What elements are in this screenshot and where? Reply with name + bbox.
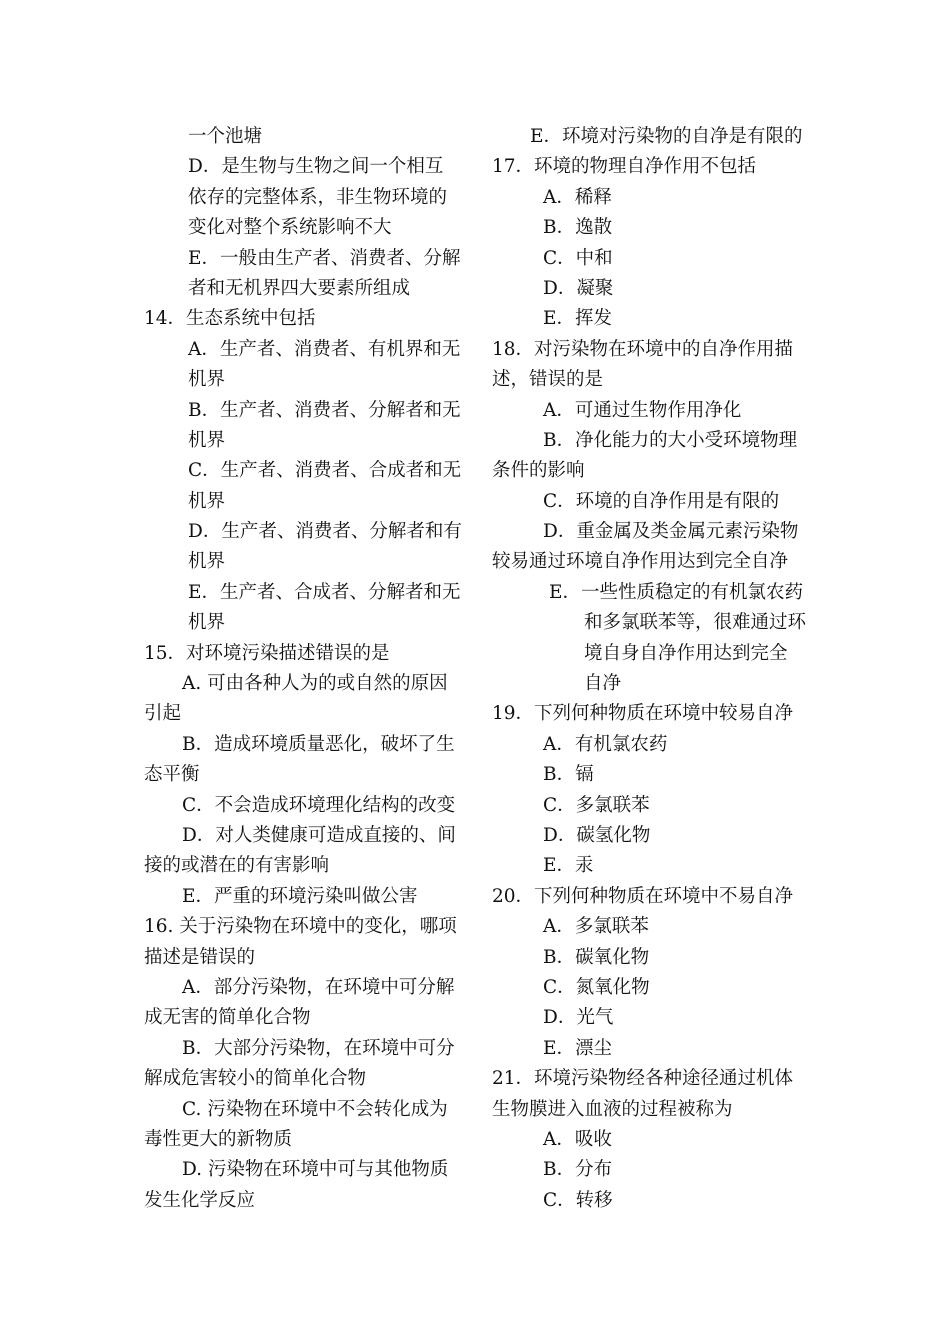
text-line: A．有机氯农药 [543, 733, 668, 755]
text-line: A．可通过生物作用净化 [543, 399, 742, 421]
text-line: 16. 关于污染物在环境中的变化，哪项 [144, 916, 457, 938]
text-line: 14．生态系统中包括 [144, 308, 316, 330]
text-line: 19．下列何种物质在环境中较易自净 [492, 703, 794, 725]
text-line: C．生产者、消费者、合成者和无 [188, 460, 462, 482]
text-line: B．大部分污染物，在环境中可分 [182, 1037, 455, 1059]
text-line: 描述是错误的 [144, 946, 256, 968]
text-line: 变化对整个系统影响不大 [188, 217, 392, 239]
text-line: A．稀释 [543, 186, 612, 208]
text-line: C．中和 [543, 247, 613, 269]
text-line: 较易通过环境自净作用达到完全自净 [492, 551, 789, 573]
text-line: 依存的完整体系，非生物环境的 [188, 186, 448, 208]
text-line: 和多氯联苯等，很难通过环 [584, 612, 807, 634]
text-line: 毒性更大的新物质 [144, 1128, 293, 1150]
text-line: E．挥发 [543, 308, 613, 330]
text-line: E．严重的环境污染叫做公害 [182, 885, 418, 907]
text-line: A．吸收 [543, 1128, 612, 1150]
text-line: 述，错误的是 [492, 369, 604, 391]
text-line: B．镉 [543, 764, 594, 786]
text-line: D．生产者、消费者、分解者和有 [188, 521, 462, 543]
text-line: 20．下列何种物质在环境中不易自净 [492, 885, 794, 907]
text-line: 一个池塘 [188, 126, 263, 147]
text-line: A．多氯联苯 [543, 916, 649, 938]
text-line: D．重金属及类金属元素污染物 [543, 521, 799, 543]
text-line: C. 污染物在环境中不会转化成为 [182, 1098, 448, 1120]
right-text-column [492, 122, 810, 1216]
text-line: 条件的影响 [492, 460, 585, 482]
text-line: E．生产者、合成者、分解者和无 [188, 581, 461, 603]
text-line: B．分布 [543, 1159, 613, 1181]
left-text-column [144, 122, 462, 1216]
text-line: C．多氯联苯 [543, 794, 650, 816]
text-line: C．不会造成环境理化结构的改变 [182, 794, 456, 816]
text-line: 境自身自净作用达到完全 [584, 642, 788, 664]
text-line: 机界 [188, 551, 226, 573]
text-line: 发生化学反应 [144, 1189, 256, 1211]
text-line: 机界 [188, 612, 226, 634]
text-line: C．环境的自净作用是有限的 [543, 490, 780, 512]
text-line: 态平衡 [144, 764, 200, 786]
text-line: 者和无机界四大要素所组成 [188, 277, 411, 299]
text-line: 21．环境污染物经各种途径通过机体 [492, 1068, 794, 1090]
text-line: E．一般由生产者、消费者、分解 [188, 247, 461, 269]
text-line: 接的或潜在的有害影响 [144, 855, 330, 877]
text-line: 18．对污染物在环境中的自净作用描 [492, 338, 794, 360]
text-line: C．氮氧化物 [543, 976, 650, 998]
text-line: 17．环境的物理自净作用不包括 [492, 156, 757, 178]
text-line: E．一些性质稳定的有机氯农药 [549, 581, 804, 603]
text-line: 机界 [188, 490, 226, 512]
text-line: 机界 [188, 429, 226, 451]
text-line: C．转移 [543, 1189, 613, 1211]
text-line: 生物膜进入血液的过程被称为 [492, 1098, 733, 1120]
text-line: B．净化能力的大小受环境物理 [543, 429, 798, 451]
text-line: B．造成环境质量恶化，破坏了生 [182, 733, 455, 755]
text-line: E．汞 [543, 855, 594, 877]
text-line: A．部分污染物，在环境中可分解 [182, 976, 455, 998]
text-line: 自净 [584, 673, 622, 695]
text-line: 15．对环境污染描述错误的是 [144, 642, 390, 664]
text-line: D．凝聚 [543, 277, 614, 299]
text-line: 机界 [188, 369, 226, 391]
text-line: D. 污染物在环境中可与其他物质 [182, 1159, 449, 1181]
text-line: D．是生物与生物之间一个相互 [188, 156, 444, 178]
text-line: B．生产者、消费者、分解者和无 [188, 399, 461, 421]
text-line: A. 可由各种人为的或自然的原因 [182, 673, 448, 695]
text-line: D．对人类健康可造成直接的、间 [182, 824, 456, 846]
text-line: 成无害的简单化合物 [144, 1007, 311, 1029]
text-line: A．生产者、消费者、有机界和无 [188, 338, 461, 360]
text-line: 解成危害较小的简单化合物 [144, 1068, 367, 1090]
text-line: E．漂尘 [543, 1037, 613, 1059]
text-line: E．环境对污染物的自净是有限的 [530, 126, 803, 147]
text-line: B．碳氧化物 [543, 946, 650, 968]
text-line: B．逸散 [543, 217, 613, 239]
text-line: 引起 [144, 703, 182, 725]
text-line: D．碳氢化物 [543, 824, 651, 846]
text-line: D．光气 [543, 1007, 614, 1029]
